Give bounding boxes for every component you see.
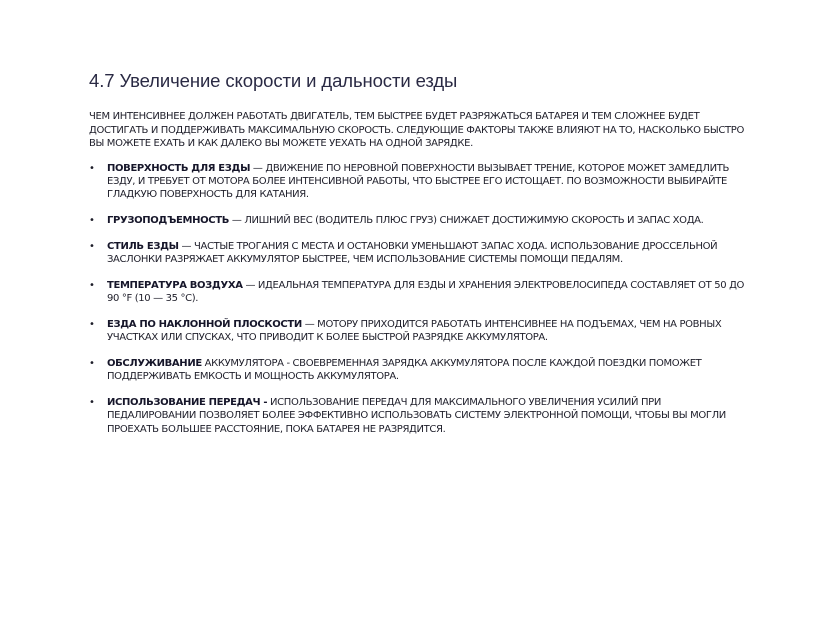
factor-text: АККУМУЛЯТОРА - СВОЕВРЕМЕННАЯ ЗАРЯДКА АККУМУЛЯТОРА ПОСЛЕ КАЖДОЙ ПОЕЗДКИ ПОМОЖЕТ ПОДДЕРЖИВАТЬ ЕМКОСТЬ И МОЩНОСТЬ АККУМУЛЯТОРА. <box>107 357 702 383</box>
bullet-icon: • <box>89 397 95 409</box>
factor-term: ОБСЛУЖИВАНИЕ <box>107 357 202 369</box>
factor-item-air-temperature <box>89 279 749 306</box>
factor-item-riding-style <box>89 240 749 267</box>
factor-term: ТЕМПЕРАТУРА ВОЗДУХА <box>107 279 243 291</box>
bullet-icon: • <box>89 318 95 330</box>
factor-text: — ИДЕАЛЬНАЯ ТЕМПЕРАТУРА ДЛЯ ЕЗДЫ И ХРАНЕНИЯ ЭЛЕКТРОВЕЛОСИПЕДА СОСТАВЛЯЕТ ОТ 50 ДО 90 °F (10 — 35 °C). <box>107 279 745 305</box>
factor-text: — МОТОРУ ПРИХОДИТСЯ РАБОТАТЬ ИНТЕНСИВНЕЕ НА ПОДЪЕМАХ, ЧЕМ НА РОВНЫХ УЧАСТКАХ ИЛИ СПУСКАХ, ЧТО ПРИВОДИТ К БОЛЕЕ БЫСТРОЙ РАЗРЯДКЕ АККУМУЛЯТОРА. <box>107 318 722 344</box>
factor-term: СТИЛЬ ЕЗДЫ <box>107 240 179 252</box>
factor-text: ИСПОЛЬЗОВАНИЕ ПЕРЕДАЧ ДЛЯ МАКСИМАЛЬНОГО УВЕЛИЧЕНИЯ УСИЛИЙ ПРИ ПЕДАЛИРОВАНИИ ПОЗВОЛЯЕТ БОЛЕЕ ЭФФЕКТИВНО ИСПОЛЬЗОВАТЬ СИСТЕМУ ЭЛЕКТРОННОЙ ПОМОЩИ, ЧТОБЫ ВЫ МОГЛИ ПРОЕХАТЬ БОЛЬШЕЕ РАССТОЯНИЕ, ПОКА БАТАРЕЯ НЕ РАЗРЯДИТСЯ. <box>107 397 726 435</box>
section-title: 4.7 Увеличение скорости и дальности езды <box>89 70 458 91</box>
bullet-icon: • <box>89 357 95 369</box>
factor-term: ПОВЕРХНОСТЬ ДЛЯ ЕЗДЫ <box>107 162 251 174</box>
factor-term: ГРУЗОПОДЪЕМНОСТЬ <box>107 214 230 226</box>
bullet-icon: • <box>89 240 95 252</box>
factor-item-load-capacity <box>89 214 749 227</box>
factor-text: — ЧАСТЫЕ ТРОГАНИЯ С МЕСТА И ОСТАНОВКИ УМЕНЬШАЮТ ЗАПАС ХОДА. ИСПОЛЬЗОВАНИЕ ДРОССЕЛЬНОЙ ЗАСЛОНКИ РАЗРЯЖАЕТ АККУМУЛЯТОР БЫСТРЕЕ, ЧЕМ ИСПОЛЬЗОВАНИЕ СИСТЕМЫ ПОМОЩИ ПЕДАЛЯМ. <box>107 240 718 265</box>
factor-item-gear-usage <box>89 396 749 436</box>
bullet-icon: • <box>89 214 95 226</box>
factor-list <box>89 162 749 436</box>
factor-text: — ДВИЖЕНИЕ ПО НЕРОВНОЙ ПОВЕРХНОСТИ ВЫЗЫВАЕТ ТРЕНИЕ, КОТОРОЕ МОЖЕТ ЗАМЕДЛИТЬ ЕЗДУ, И ТРЕБУЕТ ОТ МОТОРА БОЛЕЕ ИНТЕНСИВНОЙ РАБОТЫ, ЧТО БЫСТРЕЕ ЕГО ИСТОЩАЕТ. ПО ВОЗМОЖНОСТИ ВЫБИРАЙТЕ ГЛАДКУЮ ПОВЕРХНОСТЬ ДЛЯ КАТАНИЯ. <box>107 162 729 201</box>
factor-item-incline-riding <box>89 318 749 345</box>
factor-term: ИСПОЛЬЗОВАНИЕ ПЕРЕДАЧ - <box>107 397 268 409</box>
factor-text: — ЛИШНИЙ ВЕС (ВОДИТЕЛЬ ПЛЮС ГРУЗ) СНИЖАЕТ ДОСТИЖИМУЮ СКОРОСТЬ И ЗАПАС ХОДА. <box>229 214 704 226</box>
intro-paragraph: ЧЕМ ИНТЕНСИВНЕЕ ДОЛЖЕН РАБОТАТЬ ДВИГАТЕЛЬ, ТЕМ БЫСТРЕЕ БУДЕТ РАЗРЯЖАТЬСЯ БАТАРЕЯ И ТЕМ СЛОЖНЕЕ БУДЕТ ДОСТИГАТЬ И ПОДДЕРЖИВАТЬ МАКСИМАЛЬНУЮ СКОРОСТЬ. СЛЕДУЮЩИЕ ФАКТОРЫ ТАКЖЕ ВЛИЯЮТ НА ТО, НАСКОЛЬКО БЫСТРО ВЫ МОЖЕТЕ ЕХАТЬ И КАК ДАЛЕКО ВЫ МОЖЕТЕ УЕХАТЬ НА ОДНОЙ ЗАРЯДКЕ. <box>89 111 744 149</box>
bullet-icon: • <box>89 162 95 174</box>
factor-item-maintenance <box>89 357 749 384</box>
document-page <box>89 70 749 448</box>
bullet-icon: • <box>89 279 95 291</box>
factor-item-riding-surface <box>89 162 749 202</box>
factor-term: ЕЗДА ПО НАКЛОННОЙ ПЛОСКОСТИ <box>107 318 302 330</box>
